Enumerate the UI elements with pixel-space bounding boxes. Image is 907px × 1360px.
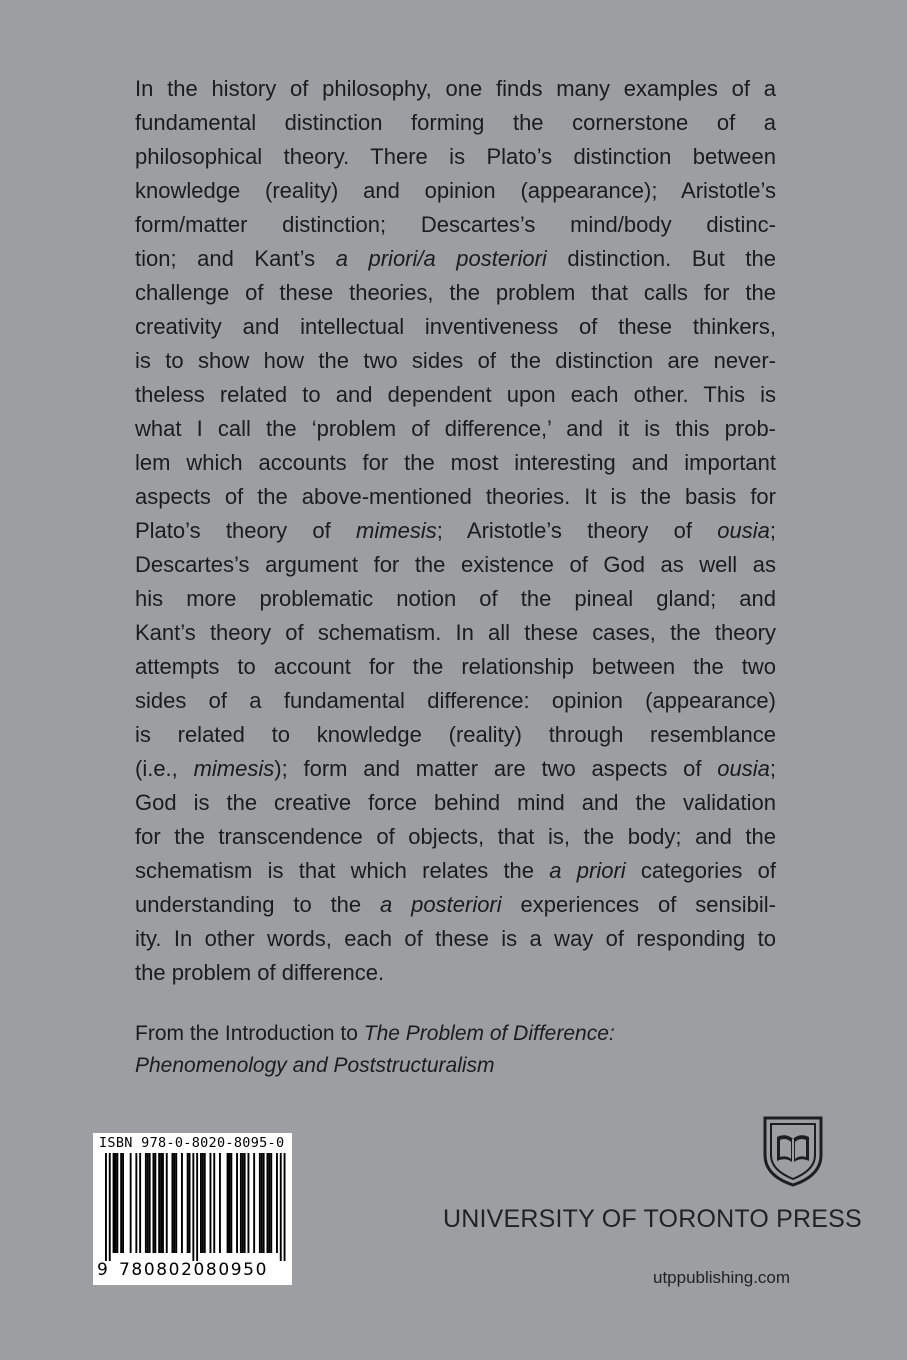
barcode-bar: [181, 1153, 183, 1253]
blurb-line: creativity and intellectual inventiveness of these thinkers,: [135, 314, 776, 339]
barcode-bar: [109, 1153, 111, 1261]
publisher-name: UNIVERSITY OF TORONTO PRESS: [443, 1205, 862, 1233]
blurb-line: understanding to the a posteriori experiences of sensibil-: [135, 892, 776, 917]
barcode-bar: [230, 1153, 232, 1253]
barcode-bar: [268, 1153, 270, 1253]
barcode-bar: [153, 1153, 155, 1253]
barcode-bar: [253, 1153, 255, 1253]
barcode-bar: [196, 1153, 198, 1261]
barcode-bar: [187, 1153, 189, 1253]
blurb-line: Kant’s theory of schematism. In all these cases, the theory: [135, 620, 776, 645]
barcode-bar: [120, 1153, 122, 1253]
blurb-line: aspects of the above-mentioned theories. It is the basis for: [135, 484, 776, 509]
barcode-bar: [189, 1153, 191, 1253]
isbn-label: ISBN 978-0-8020-8095-0: [99, 1135, 285, 1151]
barcode-bar: [236, 1153, 238, 1253]
barcode-bars: [93, 1153, 292, 1263]
barcode-bar: [213, 1153, 215, 1253]
barcode-bar: [172, 1153, 174, 1253]
barcode-bar: [192, 1153, 194, 1261]
barcode-bar: [139, 1153, 141, 1253]
book-subtitle: Phenomenology and Poststructuralism: [135, 1054, 495, 1077]
barcode-bar: [173, 1153, 175, 1253]
blurb-line: for the transcendence of objects, that is, the body; and the: [135, 824, 776, 849]
blurb-line: is to show how the two sides of the distinction are never-: [135, 348, 776, 373]
blurb-line: form/matter distinction; Descartes’s mind/body distinc-: [135, 212, 776, 237]
blurb-line: what I call the ‘problem of difference,’ and it is this prob-: [135, 416, 776, 441]
back-cover-blurb: [135, 72, 776, 990]
barcode-bar: [202, 1153, 204, 1253]
ean-first-digit: 9: [97, 1260, 108, 1280]
barcode-bar: [270, 1153, 272, 1253]
barcode-bar: [263, 1153, 265, 1253]
blurb-line: fundamental distinction forming the cornerstone of a: [135, 110, 776, 135]
barcode-bar: [160, 1153, 162, 1253]
barcode-bar: [105, 1153, 107, 1261]
blurb-line: his more problematic notion of the pineal gland; and: [135, 586, 776, 611]
barcode-bar: [280, 1153, 282, 1261]
book-title: The Problem of Difference:: [363, 1022, 615, 1045]
barcode-bar: [149, 1153, 151, 1253]
barcode-bar: [147, 1153, 149, 1253]
barcode-bar: [115, 1153, 117, 1253]
source-attribution: [135, 1018, 835, 1082]
ean-digits: 780802080950: [119, 1260, 268, 1280]
barcode-bar: [261, 1153, 263, 1253]
barcode-bar: [130, 1153, 132, 1253]
barcode-bar: [113, 1153, 115, 1253]
blurb-line: knowledge (reality) and opinion (appearance); Aristotle’s: [135, 178, 776, 203]
blurb-line: Descartes’s argument for the existence of God as well as: [135, 552, 776, 577]
blurb-line: sides of a fundamental difference: opinion (appearance): [135, 688, 776, 713]
blurb-line: theless related to and dependent upon each other. This is: [135, 382, 776, 407]
blurb-line: the problem of difference.: [135, 960, 385, 985]
barcode-bar: [284, 1153, 286, 1261]
barcode-bar: [219, 1153, 221, 1253]
source-line: From the Introduction to The Problem of Difference:: [135, 1022, 615, 1045]
barcode-bar: [227, 1153, 229, 1253]
barcode-bar: [259, 1153, 261, 1253]
barcode-bar: [267, 1153, 269, 1253]
barcode-bar: [210, 1153, 212, 1253]
publisher-website: utppublishing.com: [653, 1268, 791, 1287]
blurb-line: lem which accounts for the most interesting and important: [135, 450, 776, 475]
blurb-line: (i.e., mimesis); form and matter are two aspects of ousia;: [135, 756, 776, 781]
blurb-line: is related to knowledge (reality) through resemblance: [135, 722, 776, 747]
book-shield-icon: [762, 1115, 824, 1187]
barcode-bar: [162, 1153, 164, 1253]
barcode-bar: [229, 1153, 231, 1253]
barcode-bar: [175, 1153, 177, 1253]
isbn-barcode: [93, 1133, 292, 1285]
blurb-line: ity. In other words, each of these is a way of responding to: [135, 926, 776, 951]
barcode-bar: [116, 1153, 118, 1253]
barcode-bar: [154, 1153, 156, 1253]
barcode-bar: [248, 1153, 250, 1253]
blurb-line: God is the creative force behind mind and the validation: [135, 790, 776, 815]
blurb-line: In the history of philosophy, one finds many examples of a: [135, 76, 776, 101]
barcode-bar: [204, 1153, 206, 1253]
barcode-bar: [135, 1153, 137, 1253]
barcode-bar: [145, 1153, 147, 1253]
barcode-bar: [242, 1153, 244, 1253]
barcode-bar: [276, 1153, 278, 1253]
barcode-bar: [240, 1153, 242, 1253]
blurb-line: attempts to account for the relationship between the two: [135, 654, 776, 679]
barcode-bar: [158, 1153, 160, 1253]
barcode-bar: [166, 1153, 168, 1253]
blurb-line: philosophical theory. There is Plato’s distinction between: [135, 144, 776, 169]
blurb-line: Plato’s theory of mimesis; Aristotle’s theory of ousia;: [135, 518, 776, 543]
barcode-bar: [122, 1153, 124, 1253]
blurb-line: challenge of these theories, the problem that calls for the: [135, 280, 776, 305]
source-line: [135, 1050, 835, 1082]
blurb-line: schematism is that which relates the a priori categories of: [135, 858, 777, 883]
barcode-bar: [200, 1153, 202, 1253]
blurb-line: tion; and Kant’s a priori/a posteriori distinction. But the: [135, 246, 776, 271]
barcode-bar: [244, 1153, 246, 1253]
